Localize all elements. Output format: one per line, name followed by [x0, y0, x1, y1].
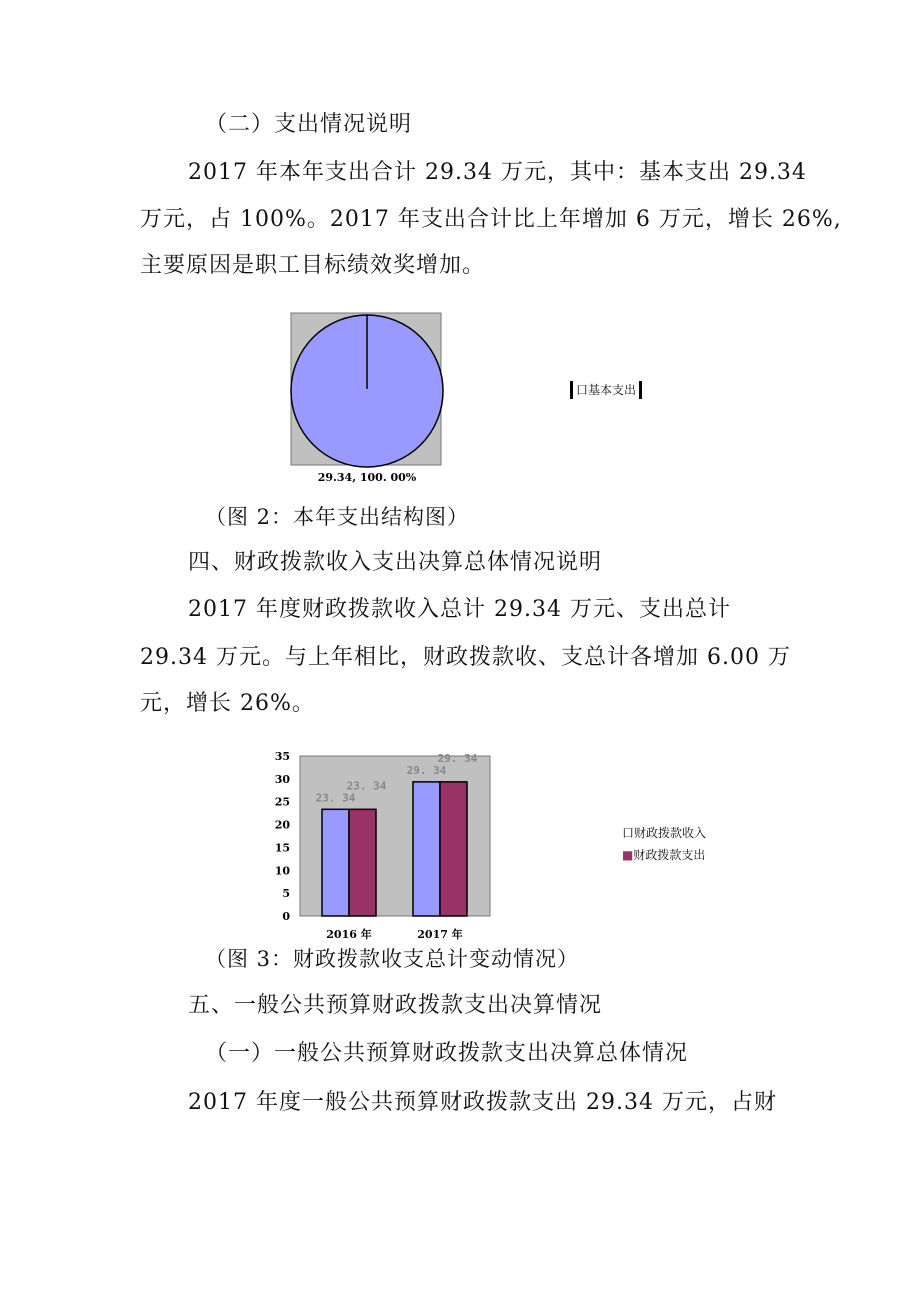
x-tick-label-1: 2017 年	[417, 928, 463, 941]
fig2-caption: （图 2：本年支出结构图）	[205, 505, 470, 529]
bar-value-label-0: 23. 34	[315, 791, 356, 805]
bar-income-1	[413, 782, 440, 916]
y-tick-label-0: 0	[282, 910, 290, 923]
para1-line-3: 主要原因是职工目标绩效奖增加。	[140, 253, 486, 278]
heading-section-5-sub: （一）一般公共预算财政拨款支出决算总体情况	[205, 1041, 689, 1066]
para2-line-3: 元，增长 26%。	[140, 691, 315, 716]
pie-legend	[570, 381, 642, 399]
bar-value-label-3: 29. 34	[437, 751, 478, 765]
y-tick-label-3: 15	[274, 841, 290, 855]
x-tick-label-0: 2016 年	[326, 928, 372, 941]
bar-legend-item-income	[622, 822, 706, 844]
y-tick-label-4: 20	[274, 818, 290, 832]
y-tick-label-6: 30	[274, 772, 290, 786]
fig3-caption: （图 3：财政拨款收支总计变动情况）	[205, 947, 580, 971]
bar-legend-label-income: 财政拨款收入	[634, 826, 707, 840]
legend-swatch-icon: ■	[622, 848, 634, 862]
bar-legend-label-expense: 财政拨款支出	[633, 848, 706, 862]
pie-legend-label: 基本支出	[588, 383, 637, 397]
para2-line-2: 29.34 万元。与上年相比，财政拨款收、支总计各增加 6.00 万	[140, 645, 791, 670]
para1-line-1: 2017 年本年支出合计 29.34 万元，其中：基本支出 29.34	[188, 160, 807, 185]
legend-swatch-icon: 口	[622, 826, 635, 840]
para1-line-2: 万元，占 100%。2017 年支出合计比上年增加 6 万元，增长 26%,	[140, 207, 842, 232]
pie-data-label: 29.34, 100. 00%	[317, 471, 417, 484]
bar-expense-1	[440, 782, 467, 916]
heading-section-4: 四、财政拨款收入支出决算总体情况说明	[188, 550, 603, 575]
bar-legend	[622, 822, 706, 866]
bar-legend-item-expense	[622, 844, 706, 866]
bar-expense-0	[349, 809, 376, 916]
y-tick-label-1: 5	[282, 887, 290, 901]
legend-swatch-icon: 口	[576, 383, 589, 397]
para3-line-1: 2017 年度一般公共预算财政拨款支出 29.34 万元，占财	[188, 1090, 777, 1115]
para2-line-1: 2017 年度财政拨款收入总计 29.34 万元、支出总计	[188, 597, 731, 622]
y-tick-label-2: 10	[274, 864, 290, 878]
expense-structure-pie-chart	[285, 310, 745, 490]
heading-section-5: 五、一般公共预算财政拨款支出决算情况	[188, 993, 603, 1018]
bar-income-0	[322, 809, 349, 916]
section-title: （二）支出情况说明	[205, 112, 413, 137]
y-tick-label-7: 35	[274, 750, 290, 763]
bar-value-label-2: 29. 34	[406, 763, 447, 777]
bar-value-label-1: 23. 34	[346, 779, 387, 793]
y-tick-label-5: 25	[274, 795, 290, 809]
